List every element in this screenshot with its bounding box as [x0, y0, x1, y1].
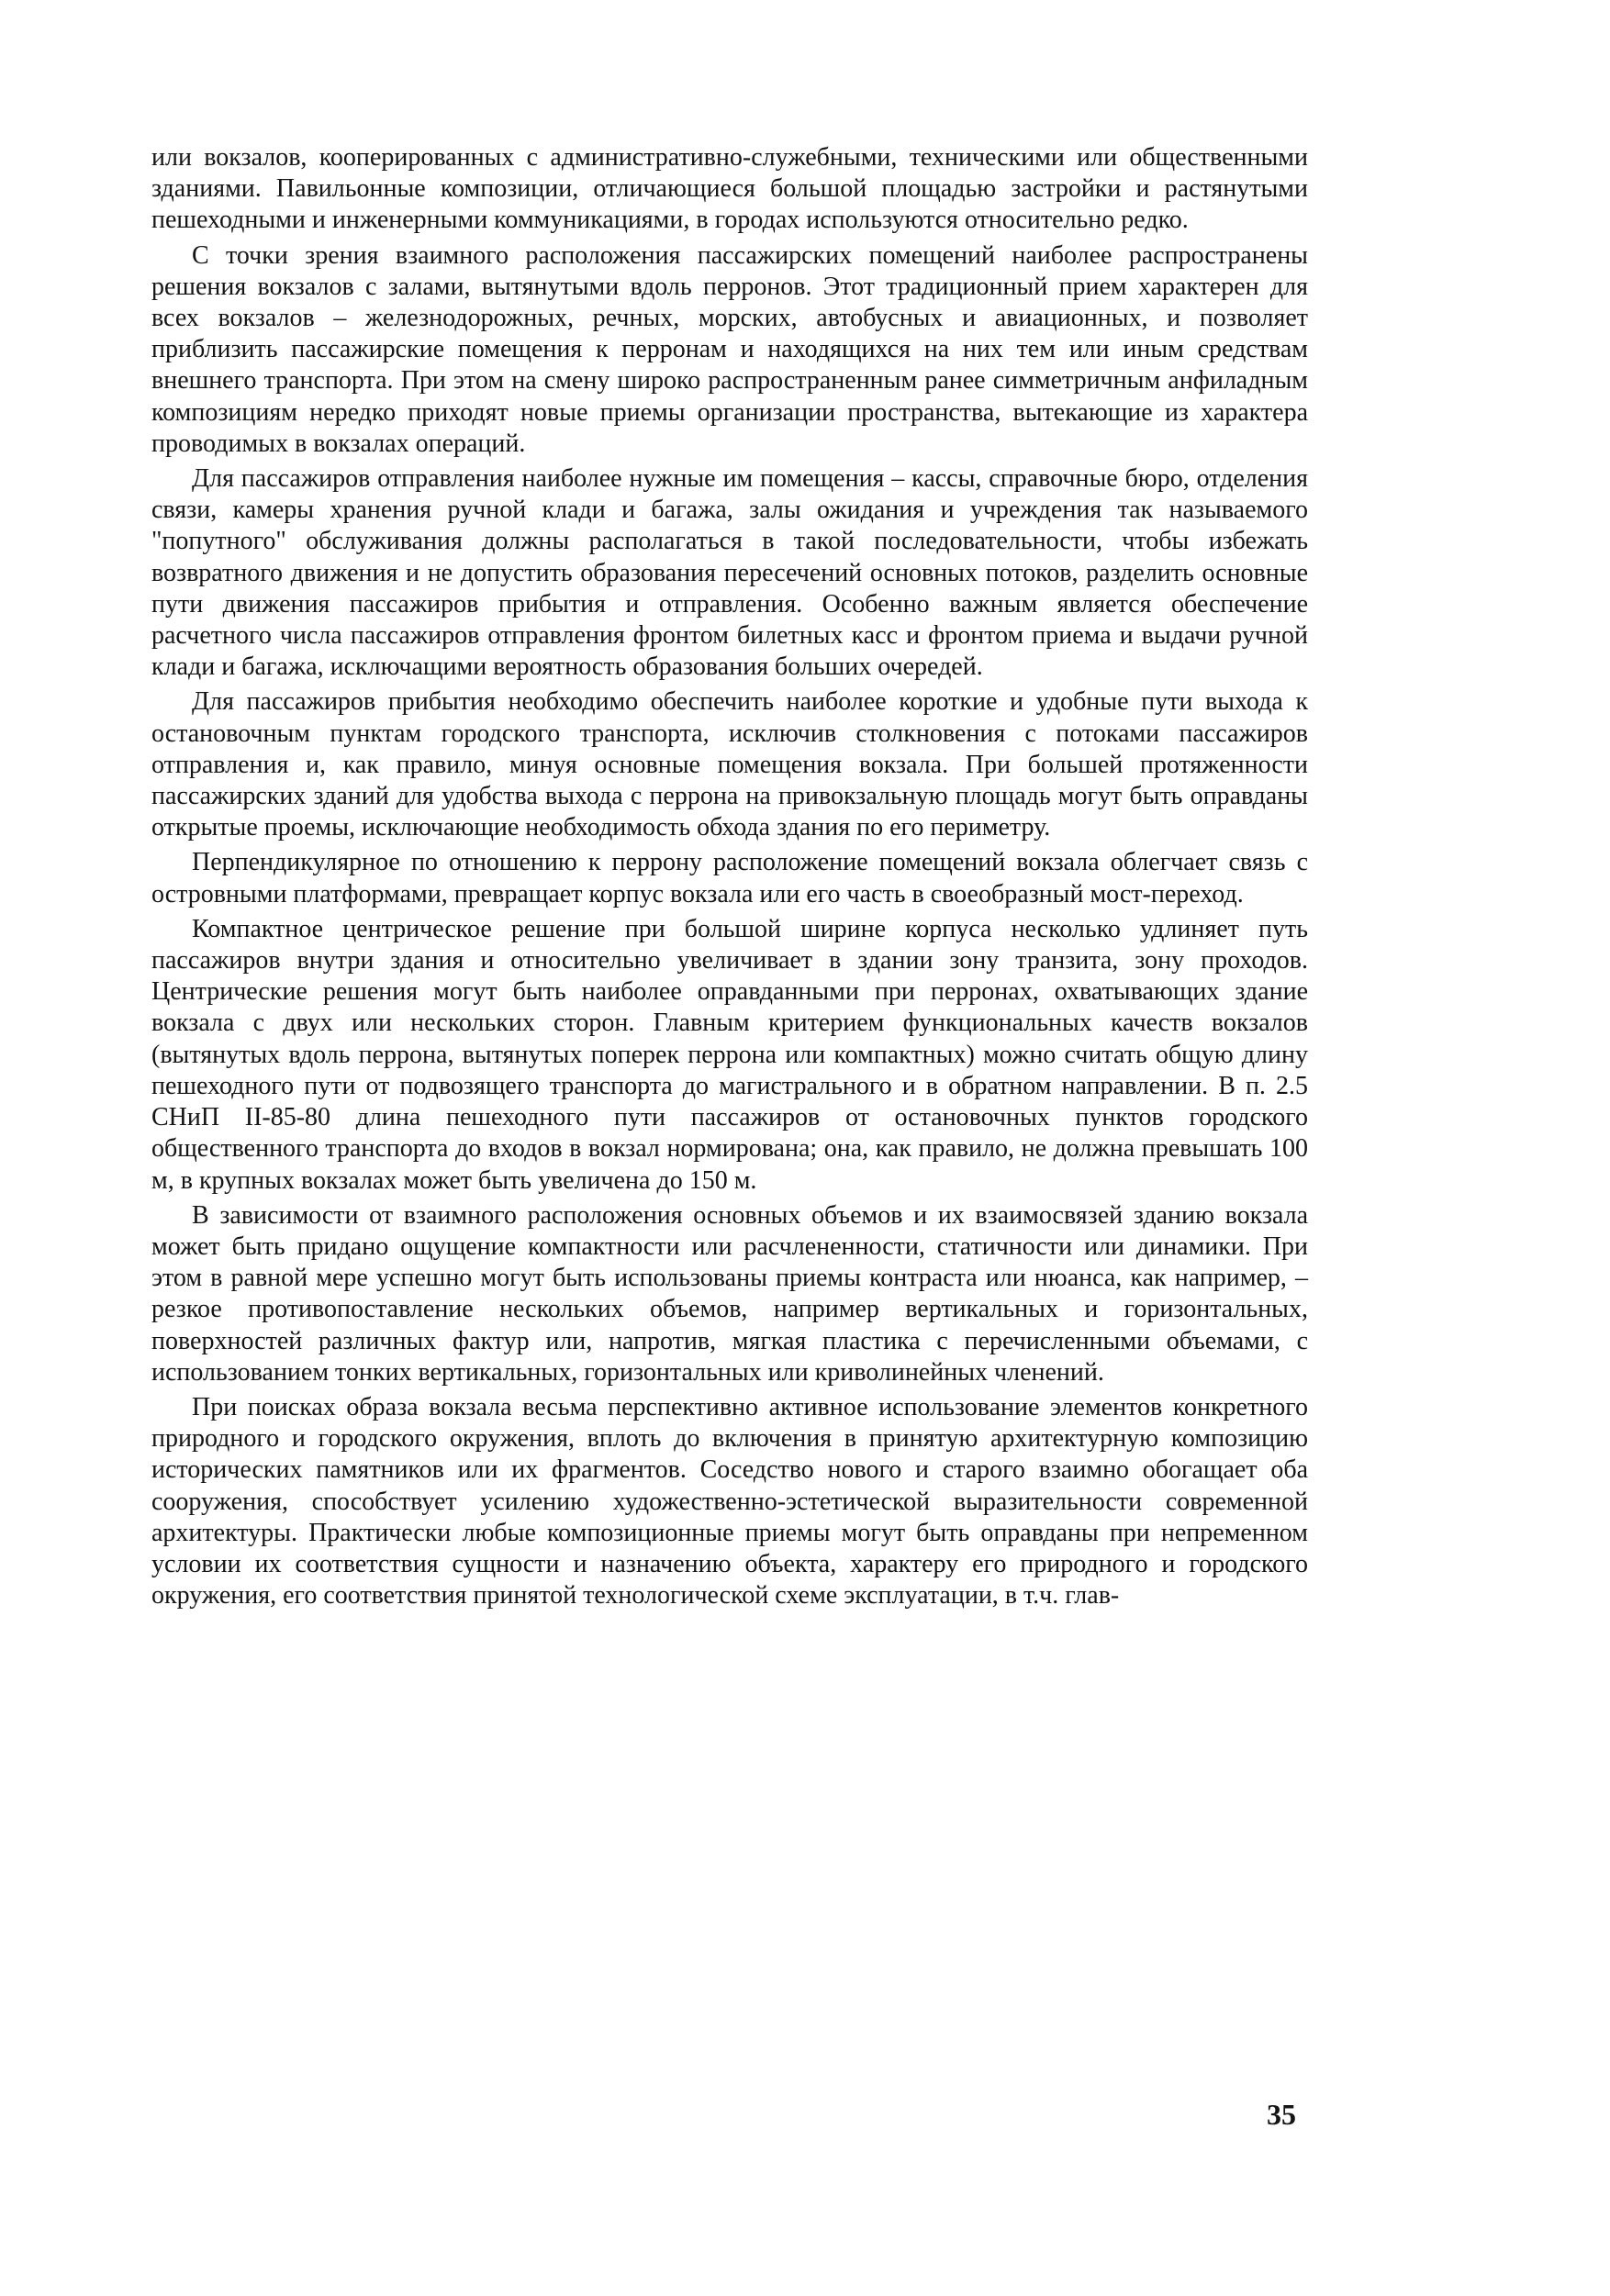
paragraph-3: Для пассажиров отправления наиболее нужные им помещения – кассы, справочные бюро, отделения связи, камеры хранения ручной клади и багажа, залы ожидания и учреждения так называемого "попутного" обслуживания должны располагаться в такой последовательности, чтобы избежать возвратного движения и не допустить образования пересечений основных потоков, разделить основные пути движения пассажиров прибытия и отправления. Особенно важным является обеспечение расчетного числа пассажиров отправления фронтом билетных касс и фронтом приема и выдачи ручной клади и багажа, исключащими вероятность образования больших очередей. — [151, 464, 1308, 682]
body-text — [151, 142, 1308, 1615]
paragraph-6: Компактное центрическое решение при большой ширине корпуса несколько удлиняет путь пассажиров внутри здания и относительно увеличивает в здании зону транзита, зону проходов. Центрические решения могут быть наиболее оправданными при перронах, охватывающих здание вокзала с двух или нескольких сторон. Главным критерием функциональных качеств вокзалов (вытянутых вдоль перрона, вытянутых поперек перрона или компактных) можно считать общую длину пешеходного пути от подвозящего транспорта до магистрального и в обратном направлении. В п. 2.5 СНиП II-85-80 длина пешеходного пути пассажиров от остановочных пунктов городского общественного транспорта до входов в вокзал нормирована; она, как правило, не должна превышать 100 м, в крупных вокзалах может быть увеличена до 150 м. — [151, 914, 1308, 1195]
paragraph-7: В зависимости от взаимного расположения основных объемов и их взаимосвязей зданию вокзала может быть придано ощущение компактности или расчлененности, статичности или динамики. При этом в равной мере успешно могут быть использованы приемы контраста или нюанса, как например, – резкое противопоставление нескольких объемов, например вертикальных и горизонтальных, поверхностей различных фактур или, напротив, мягкая пластика с перечисленными объемами, с использованием тонких вертикальных, горизонтальных или криволинейных членений. — [151, 1200, 1308, 1387]
paragraph-2: С точки зрения взаимного расположения пассажирских помещений наиболее распространены решения вокзалов с залами, вытянутыми вдоль перронов. Этот традиционный прием характерен для всех вокзалов – железнодорожных, речных, морских, автобусных и авиационных, и позволяет приблизить пассажирские помещения к перронам и находящихся на них тем или иным средствам внешнего транспорта. При этом на смену широко распространенным ранее симметричным анфиладным композициям нередко приходят новые приемы организации пространства, вытекающие из характера проводимых в вокзалах операций. — [151, 240, 1308, 458]
paragraph-5: Перпендикулярное по отношению к перрону расположение помещений вокзала облегчает связь с островными платформами, превращает корпус вокзала или его часть в своеобразный мост-переход. — [151, 848, 1308, 908]
page-number: 35 — [1267, 2098, 1296, 2131]
paragraph-1: или вокзалов, кооперированных с административно-служебными, техническими или общественными зданиями. Павильонные композиции, отличающиеся большой площадью застройки и растянутыми пешеходными и инженерными коммуникациями, в городах используются относительно редко. — [151, 143, 1308, 235]
paragraph-4: Для пассажиров прибытия необходимо обеспечить наиболее короткие и удобные пути выхода к остановочным пунктам городского транспорта, исключив столкновения с потоками пассажиров отправления и, как правило, минуя основные помещения вокзала. При большей протяженности пассажирских зданий для удобства выхода с перрона на привокзальную площадь могут быть оправданы открытые проемы, исключающие необходимость обхода здания по его периметру. — [151, 687, 1308, 842]
paragraph-8: При поисках образа вокзала весьма перспективно активное использование элементов конкретного природного и городского окружения, вплоть до включения в принятую архитектурную композицию исторических памятников или их фрагментов. Соседство нового и старого взаимно обогащает оба сооружения, способствует усилению художественно-эстетической выразительности современной архитектуры. Практически любые композиционные приемы могут быть оправданы при непременном условии их соответствия сущности и назначению объекта, характеру его природного и городского окружения, его соответствия принятой технологической схеме эксплуатации, в т.ч. глав- — [151, 1392, 1308, 1611]
